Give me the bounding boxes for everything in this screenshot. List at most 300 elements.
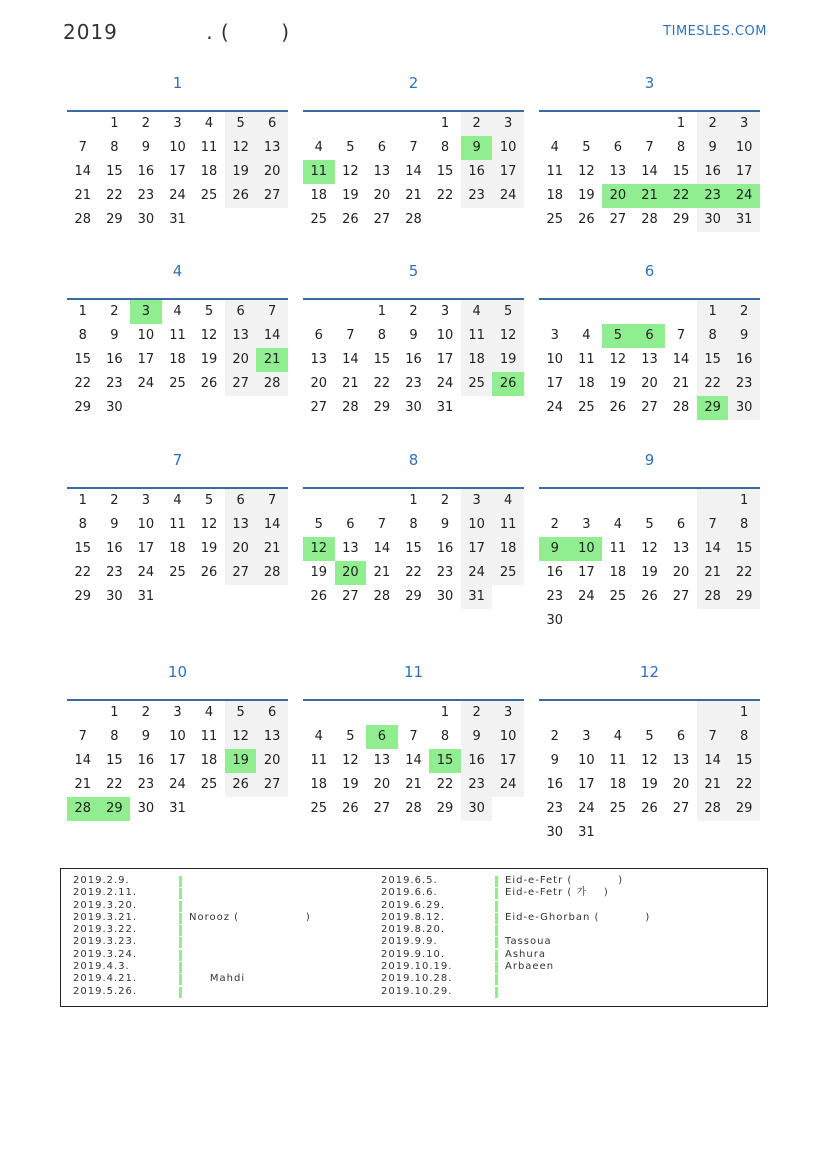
month-name: 3 xyxy=(644,74,655,92)
empty-cell xyxy=(366,701,398,725)
day-cell: 27 xyxy=(310,400,328,415)
day-cell: 20 xyxy=(225,348,257,372)
empty-cell xyxy=(429,208,461,232)
day-cell: 25 xyxy=(461,372,493,396)
day-cell: 15 xyxy=(429,749,461,773)
day-cell: 24 xyxy=(578,801,595,816)
day-cell: 9 xyxy=(110,517,119,532)
week-row xyxy=(539,372,760,396)
day-cell: 4 xyxy=(314,140,323,155)
empty-cell xyxy=(67,112,99,136)
holiday-date: 2019.2.11. xyxy=(73,887,138,899)
day-cell: 6 xyxy=(346,517,355,532)
day-cell: 7 xyxy=(676,328,686,343)
empty-cell xyxy=(335,300,367,324)
day-cell: 18 xyxy=(546,188,564,203)
day-cell: 28 xyxy=(405,212,422,227)
day-cell: 24 xyxy=(436,376,454,391)
empty-cell xyxy=(571,112,603,136)
legend-row xyxy=(381,973,761,985)
holiday-marker xyxy=(179,950,182,961)
day-cell: 11 xyxy=(578,352,595,367)
day-cell: 6 xyxy=(613,140,623,155)
day-cell: 22 xyxy=(697,372,729,396)
day-cell: 29 xyxy=(728,585,760,609)
week-row xyxy=(303,513,524,537)
week-row xyxy=(539,112,760,136)
day-cell: 2 xyxy=(141,116,151,131)
day-cell: 5 xyxy=(602,324,634,348)
day-cell: 11 xyxy=(200,729,218,744)
day-cell: 1 xyxy=(676,116,686,131)
day-cell: 19 xyxy=(225,749,257,773)
day-cell: 17 xyxy=(461,537,493,561)
week-row xyxy=(303,208,524,232)
holiday-name: Ashura xyxy=(505,948,546,960)
day-cell: 6 xyxy=(225,489,257,513)
day-cell: 23 xyxy=(137,777,155,792)
day-cell: 10 xyxy=(728,136,760,160)
day-cell: 27 xyxy=(256,184,288,208)
day-cell: 23 xyxy=(461,773,493,797)
week-row xyxy=(539,348,760,372)
day-cell: 12 xyxy=(342,753,359,768)
holiday-date: 2019.6.29. xyxy=(381,899,446,911)
day-cell: 16 xyxy=(137,753,155,768)
holiday-marker xyxy=(179,987,182,998)
empty-cell xyxy=(492,208,524,232)
day-cell: 20 xyxy=(256,160,288,184)
day-cell: 7 xyxy=(346,328,355,343)
day-cell: 26 xyxy=(310,589,328,604)
day-cell: 23 xyxy=(106,376,123,391)
day-cell: 30 xyxy=(106,589,123,604)
day-cell: 18 xyxy=(200,164,218,179)
week-row xyxy=(539,561,760,585)
holiday-date: 2019.9.10. xyxy=(381,948,446,960)
day-cell: 1 xyxy=(78,304,87,319)
day-cell: 29 xyxy=(106,212,123,227)
day-cell: 9 xyxy=(728,324,760,348)
day-cell: 12 xyxy=(200,328,218,343)
day-cell: 30 xyxy=(405,400,422,415)
empty-cell xyxy=(256,396,288,420)
day-cell: 11 xyxy=(492,513,524,537)
day-cell: 5 xyxy=(225,112,257,136)
day-cell: 27 xyxy=(609,212,627,227)
day-cell: 15 xyxy=(106,753,123,768)
day-cell: 3 xyxy=(141,493,151,508)
holiday-name: Norooz ( ) xyxy=(189,911,311,923)
day-cell: 6 xyxy=(676,729,686,744)
empty-cell xyxy=(539,300,571,324)
day-cell: 6 xyxy=(225,300,257,324)
day-cell: 16 xyxy=(106,352,123,367)
holiday-date: 2019.10.28. xyxy=(381,973,453,985)
day-cell: 28 xyxy=(405,801,422,816)
day-cell: 23 xyxy=(436,565,454,580)
empty-cell xyxy=(303,112,335,136)
day-cell: 11 xyxy=(546,164,564,179)
day-cell: 2 xyxy=(110,493,119,508)
week-row xyxy=(303,136,524,160)
day-cell: 17 xyxy=(492,749,524,773)
day-cell: 24 xyxy=(546,400,564,415)
week-row xyxy=(539,324,760,348)
week-row xyxy=(303,773,524,797)
day-cell: 4 xyxy=(173,304,182,319)
empty-cell xyxy=(539,112,571,136)
day-cell: 2 xyxy=(440,493,450,508)
day-cell: 25 xyxy=(578,400,595,415)
day-cell: 15 xyxy=(106,164,123,179)
day-cell: 26 xyxy=(641,589,658,604)
holiday-date: 2019.6.6. xyxy=(381,887,438,899)
day-cell: 3 xyxy=(440,304,450,319)
week-row xyxy=(539,701,760,725)
legend-row xyxy=(381,900,761,912)
day-cell: 2 xyxy=(461,701,493,725)
day-cell: 8 xyxy=(676,140,686,155)
day-cell: 22 xyxy=(436,777,454,792)
empty-cell xyxy=(602,112,634,136)
empty-cell xyxy=(602,300,634,324)
day-cell: 11 xyxy=(169,328,186,343)
day-cell: 10 xyxy=(436,328,454,343)
day-cell: 23 xyxy=(106,565,123,580)
month-grid xyxy=(303,110,524,232)
legend-row xyxy=(73,900,373,912)
day-cell: 22 xyxy=(728,773,760,797)
day-cell: 22 xyxy=(665,184,697,208)
day-cell: 21 xyxy=(342,376,359,391)
day-cell: 7 xyxy=(78,729,87,744)
day-cell: 9 xyxy=(110,328,119,343)
day-cell: 13 xyxy=(256,136,288,160)
day-cell: 17 xyxy=(169,753,186,768)
day-cell: 14 xyxy=(405,753,422,768)
day-cell: 19 xyxy=(641,565,658,580)
day-cell: 14 xyxy=(672,352,690,367)
month-grid xyxy=(303,298,524,420)
day-cell: 9 xyxy=(141,140,151,155)
day-cell: 13 xyxy=(609,164,627,179)
page-title: 2019 . ( ) xyxy=(63,20,291,44)
day-cell: 18 xyxy=(310,777,328,792)
month-name: 9 xyxy=(644,451,655,469)
day-cell: 25 xyxy=(546,212,564,227)
holiday-marker xyxy=(495,876,498,887)
week-row xyxy=(539,773,760,797)
empty-cell xyxy=(225,208,257,232)
day-cell: 4 xyxy=(314,729,323,744)
week-row xyxy=(539,585,760,609)
day-cell: 20 xyxy=(672,565,690,580)
day-cell: 27 xyxy=(225,372,257,396)
week-row xyxy=(67,701,288,725)
day-cell: 21 xyxy=(697,561,729,585)
day-cell: 18 xyxy=(169,352,186,367)
empty-cell xyxy=(256,585,288,609)
holiday-name: Mahdi xyxy=(189,973,246,985)
day-cell: 12 xyxy=(225,136,257,160)
day-cell: 14 xyxy=(74,753,92,768)
day-cell: 26 xyxy=(342,801,359,816)
empty-cell xyxy=(366,112,398,136)
day-cell: 28 xyxy=(342,400,359,415)
day-cell: 28 xyxy=(74,212,92,227)
day-cell: 31 xyxy=(578,825,595,840)
holiday-marker xyxy=(495,950,498,961)
day-cell: 5 xyxy=(582,140,591,155)
day-cell: 14 xyxy=(697,749,729,773)
holiday-marker xyxy=(179,974,182,985)
day-cell: 1 xyxy=(377,304,387,319)
day-cell: 7 xyxy=(409,140,418,155)
empty-cell xyxy=(634,489,666,513)
holiday-date: 2019.10.29. xyxy=(381,985,453,997)
day-cell: 18 xyxy=(578,376,595,391)
day-cell: 7 xyxy=(377,517,387,532)
week-row xyxy=(67,773,288,797)
week-row xyxy=(67,208,288,232)
day-cell: 26 xyxy=(578,212,595,227)
day-cell: 20 xyxy=(672,777,690,792)
day-cell: 16 xyxy=(405,352,422,367)
day-cell: 31 xyxy=(436,400,454,415)
day-cell: 25 xyxy=(310,212,328,227)
day-cell: 2 xyxy=(409,304,418,319)
day-cell: 27 xyxy=(256,773,288,797)
week-row xyxy=(303,372,524,396)
day-cell: 5 xyxy=(204,493,214,508)
empty-cell xyxy=(162,396,194,420)
empty-cell xyxy=(602,821,634,845)
holiday-legend xyxy=(60,868,768,1007)
holiday-date: 2019.8.20. xyxy=(381,924,446,936)
day-cell: 16 xyxy=(697,160,729,184)
day-cell: 30 xyxy=(137,801,155,816)
week-row xyxy=(67,160,288,184)
day-cell: 1 xyxy=(440,705,450,720)
day-cell: 22 xyxy=(106,188,123,203)
empty-cell xyxy=(130,396,162,420)
day-cell: 16 xyxy=(137,164,155,179)
empty-cell xyxy=(67,701,99,725)
day-cell: 9 xyxy=(409,328,418,343)
month-grid xyxy=(539,298,760,420)
month-name: 2 xyxy=(408,74,419,92)
day-cell: 19 xyxy=(342,188,359,203)
day-cell: 8 xyxy=(440,729,450,744)
day-cell: 11 xyxy=(303,160,335,184)
day-cell: 18 xyxy=(492,537,524,561)
day-cell: 7 xyxy=(256,489,288,513)
day-cell: 22 xyxy=(74,565,92,580)
week-row xyxy=(303,348,524,372)
holiday-date: 2019.3.24. xyxy=(73,948,138,960)
week-row xyxy=(539,797,760,821)
day-cell: 17 xyxy=(728,160,760,184)
legend-row xyxy=(73,912,373,924)
empty-cell xyxy=(303,300,335,324)
day-cell: 22 xyxy=(436,188,454,203)
empty-cell xyxy=(697,821,729,845)
holiday-date: 2019.4.3. xyxy=(73,961,130,973)
day-cell: 5 xyxy=(346,729,355,744)
day-cell: 28 xyxy=(697,585,729,609)
day-cell: 8 xyxy=(78,517,87,532)
day-cell: 23 xyxy=(697,184,729,208)
day-cell: 15 xyxy=(436,164,454,179)
holiday-date: 2019.3.21. xyxy=(73,911,138,923)
week-row xyxy=(67,585,288,609)
month-name: 5 xyxy=(408,262,419,280)
day-cell: 1 xyxy=(728,701,760,725)
day-cell: 8 xyxy=(110,729,119,744)
day-cell: 22 xyxy=(728,561,760,585)
day-cell: 2 xyxy=(697,112,729,136)
day-cell: 7 xyxy=(697,725,729,749)
week-row xyxy=(303,585,524,609)
day-cell: 27 xyxy=(342,589,359,604)
day-cell: 13 xyxy=(310,352,328,367)
empty-cell xyxy=(539,701,571,725)
week-row xyxy=(67,184,288,208)
week-row xyxy=(67,749,288,773)
empty-cell xyxy=(665,821,697,845)
day-cell: 19 xyxy=(609,376,627,391)
day-cell: 8 xyxy=(377,328,387,343)
week-row xyxy=(539,725,760,749)
empty-cell xyxy=(634,701,666,725)
month-name: 4 xyxy=(172,262,183,280)
day-cell: 1 xyxy=(78,493,87,508)
day-cell: 27 xyxy=(672,801,690,816)
day-cell: 18 xyxy=(169,541,186,556)
day-cell: 29 xyxy=(99,797,131,821)
day-cell: 23 xyxy=(546,801,564,816)
empty-cell xyxy=(335,489,367,513)
day-cell: 3 xyxy=(173,705,182,720)
day-cell: 12 xyxy=(225,725,257,749)
day-cell: 10 xyxy=(571,537,603,561)
week-row xyxy=(67,513,288,537)
day-cell: 20 xyxy=(256,749,288,773)
day-cell: 22 xyxy=(373,376,391,391)
week-row xyxy=(67,112,288,136)
month-grid xyxy=(303,699,524,821)
empty-cell xyxy=(602,609,634,633)
day-cell: 26 xyxy=(225,773,257,797)
week-row xyxy=(539,160,760,184)
holiday-name: Arbaeen xyxy=(505,961,555,973)
holiday-marker xyxy=(179,962,182,973)
day-cell: 31 xyxy=(728,208,760,232)
day-cell: 14 xyxy=(697,537,729,561)
day-cell: 17 xyxy=(137,352,155,367)
holiday-date: 2019.3.20. xyxy=(73,899,138,911)
legend-row xyxy=(381,887,761,899)
day-cell: 5 xyxy=(346,140,355,155)
legend-row xyxy=(73,973,373,985)
day-cell: 13 xyxy=(225,324,257,348)
day-cell: 27 xyxy=(225,561,257,585)
week-row xyxy=(67,348,288,372)
month-name: 7 xyxy=(172,451,183,469)
day-cell: 14 xyxy=(74,164,92,179)
day-cell: 9 xyxy=(539,537,571,561)
week-row xyxy=(303,184,524,208)
day-cell: 21 xyxy=(405,188,422,203)
day-cell: 24 xyxy=(169,188,186,203)
week-row xyxy=(303,489,524,513)
legend-row xyxy=(73,887,373,899)
brand-link[interactable]: TIMESLES.COM xyxy=(663,24,767,39)
day-cell: 30 xyxy=(546,613,564,628)
day-cell: 17 xyxy=(436,352,454,367)
empty-cell xyxy=(398,701,430,725)
day-cell: 19 xyxy=(342,777,359,792)
month-name: 1 xyxy=(172,74,183,92)
day-cell: 19 xyxy=(492,348,524,372)
day-cell: 4 xyxy=(613,729,623,744)
day-cell: 29 xyxy=(728,797,760,821)
holiday-name: Eid-e-Ghorban ( ) xyxy=(505,911,651,923)
month-name: 6 xyxy=(644,262,655,280)
holiday-date: 2019.10.19. xyxy=(381,961,453,973)
empty-cell xyxy=(398,112,430,136)
day-cell: 3 xyxy=(582,517,591,532)
day-cell: 28 xyxy=(256,561,288,585)
empty-cell xyxy=(602,489,634,513)
empty-cell xyxy=(366,489,398,513)
day-cell: 29 xyxy=(405,589,422,604)
week-row xyxy=(539,609,760,633)
day-cell: 17 xyxy=(578,777,595,792)
day-cell: 20 xyxy=(310,376,328,391)
empty-cell xyxy=(256,797,288,821)
day-cell: 8 xyxy=(78,328,87,343)
empty-cell xyxy=(193,208,225,232)
day-cell: 5 xyxy=(645,517,654,532)
day-cell: 10 xyxy=(137,517,155,532)
day-cell: 7 xyxy=(78,140,87,155)
day-cell: 26 xyxy=(342,212,359,227)
legend-row xyxy=(73,875,373,887)
week-row xyxy=(539,749,760,773)
month-name: 10 xyxy=(167,663,188,681)
day-cell: 4 xyxy=(204,705,214,720)
day-cell: 31 xyxy=(137,589,155,604)
day-cell: 16 xyxy=(106,541,123,556)
day-cell: 3 xyxy=(728,112,760,136)
day-cell: 8 xyxy=(728,725,760,749)
day-cell: 29 xyxy=(373,400,391,415)
holiday-marker xyxy=(495,901,498,912)
day-cell: 2 xyxy=(110,304,119,319)
week-row xyxy=(67,372,288,396)
day-cell: 8 xyxy=(440,140,450,155)
day-cell: 10 xyxy=(578,753,595,768)
day-cell: 19 xyxy=(578,188,595,203)
day-cell: 24 xyxy=(492,773,524,797)
week-row xyxy=(303,725,524,749)
empty-cell xyxy=(193,585,225,609)
week-row xyxy=(67,561,288,585)
day-cell: 29 xyxy=(74,589,92,604)
month-name: 8 xyxy=(408,451,419,469)
